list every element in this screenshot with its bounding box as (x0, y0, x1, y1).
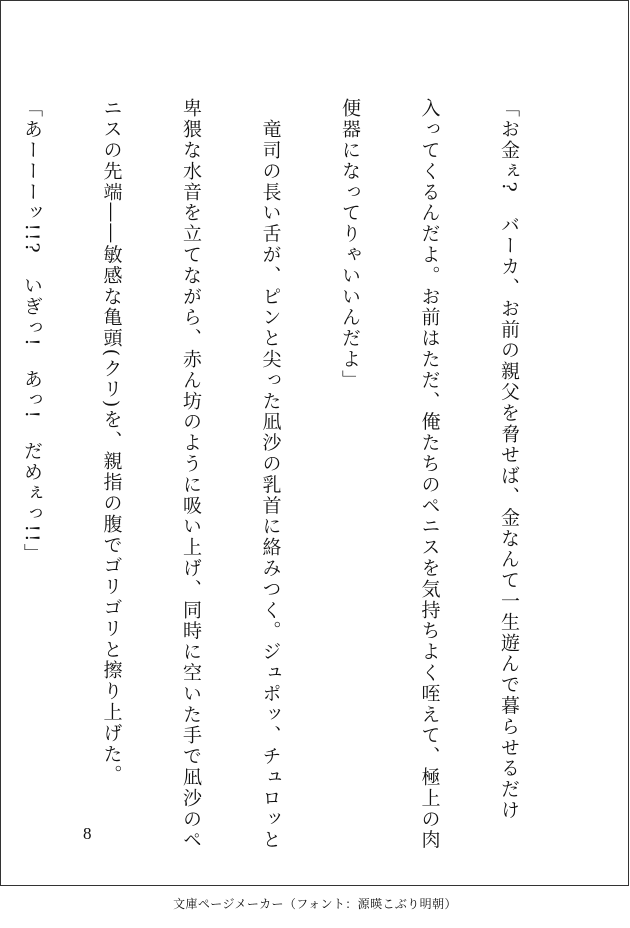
text-line: ニスの先端――敏感な亀頭(クリ)を、親指の腹でゴリゴリと擦り上げた。 (100, 98, 123, 786)
footer-caption: 文庫ページメーカー（フォント：源暎こぶり明朝） (173, 897, 457, 911)
text-line: 「お金ぇ? バーカ、お前の親父を脅せば、金なんて一生遊んで暮らせるだけ (498, 98, 520, 821)
page-number: 8 (83, 824, 92, 843)
text-line: 卑猥な水音を立てながら、赤ん坊のように吸い上げ、同時に空いた手で凪沙のペ (180, 98, 202, 851)
text-line: 便器になってりゃいいんだよ」 (339, 98, 361, 391)
text-line: 「あーーーッ!!? いぎっ! あっ! だめぇっ!!」 (21, 98, 43, 565)
body-text (21, 98, 575, 851)
text-line: 入ってくるんだよ。お前はただ、俺たちのペニスを気持ちよく咥えて、極上の肉 (418, 98, 441, 851)
text-line: 竜司の長い舌が、ピンと尖った凪沙の乳首に絡みつく。ジュポッ、チュロッと (259, 98, 282, 851)
